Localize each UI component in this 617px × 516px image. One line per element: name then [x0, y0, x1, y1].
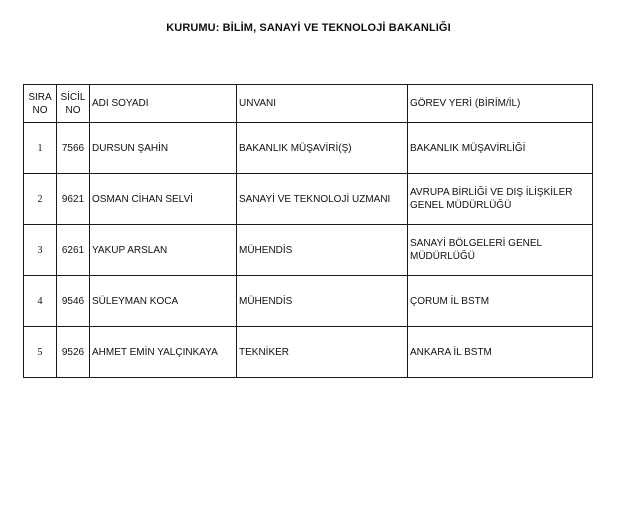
cell-adi-soyadi: AHMET EMİN YALÇINKAYA: [90, 327, 237, 378]
cell-sira-no: 3: [24, 225, 57, 276]
personnel-table: [23, 84, 593, 378]
cell-sicil-no: 9546: [57, 276, 90, 327]
cell-unvani: SANAYİ VE TEKNOLOJİ UZMANI: [237, 174, 408, 225]
cell-sicil-no: 6261: [57, 225, 90, 276]
header-sicil-no: SİCİL NO: [57, 85, 90, 123]
table-row: [24, 123, 593, 174]
header-gorev-yeri: GÖREV YERİ (BİRİM/İL): [408, 85, 593, 123]
header-adi-soyadi: ADI SOYADI: [90, 85, 237, 123]
table-row: [24, 276, 593, 327]
cell-sicil-no: 9621: [57, 174, 90, 225]
cell-adi-soyadi: SÜLEYMAN KOCA: [90, 276, 237, 327]
cell-sira-no: 2: [24, 174, 57, 225]
table-header-row: [24, 85, 593, 123]
cell-sira-no: 4: [24, 276, 57, 327]
cell-adi-soyadi: DURSUN ŞAHİN: [90, 123, 237, 174]
cell-gorev-yeri: ÇORUM İL BSTM: [408, 276, 593, 327]
cell-unvani: MÜHENDİS: [237, 225, 408, 276]
cell-gorev-yeri: SANAYİ BÖLGELERİ GENEL MÜDÜRLÜĞÜ: [408, 225, 593, 276]
table-row: [24, 225, 593, 276]
header-sira-no: SIRA NO: [24, 85, 57, 123]
document-title: KURUMU: BİLİM, SANAYİ VE TEKNOLOJİ BAKANLIĞI: [166, 22, 451, 34]
cell-adi-soyadi: YAKUP ARSLAN: [90, 225, 237, 276]
cell-unvani: MÜHENDİS: [237, 276, 408, 327]
cell-sicil-no: 7566: [57, 123, 90, 174]
cell-adi-soyadi: OSMAN CİHAN SELVİ: [90, 174, 237, 225]
cell-sira-no: 5: [24, 327, 57, 378]
table-row: [24, 327, 593, 378]
header-unvani: UNVANI: [237, 85, 408, 123]
cell-unvani: TEKNİKER: [237, 327, 408, 378]
cell-unvani: BAKANLIK MÜŞAVİRİ(Ş): [237, 123, 408, 174]
table-row: [24, 174, 593, 225]
cell-sicil-no: 9526: [57, 327, 90, 378]
cell-gorev-yeri: BAKANLIK MÜŞAVİRLİĞİ: [408, 123, 593, 174]
cell-gorev-yeri: ANKARA İL BSTM: [408, 327, 593, 378]
cell-sira-no: 1: [24, 123, 57, 174]
cell-gorev-yeri: AVRUPA BİRLİĞİ VE DIŞ İLİŞKİLER GENEL MÜDÜRLÜĞÜ: [408, 174, 593, 225]
